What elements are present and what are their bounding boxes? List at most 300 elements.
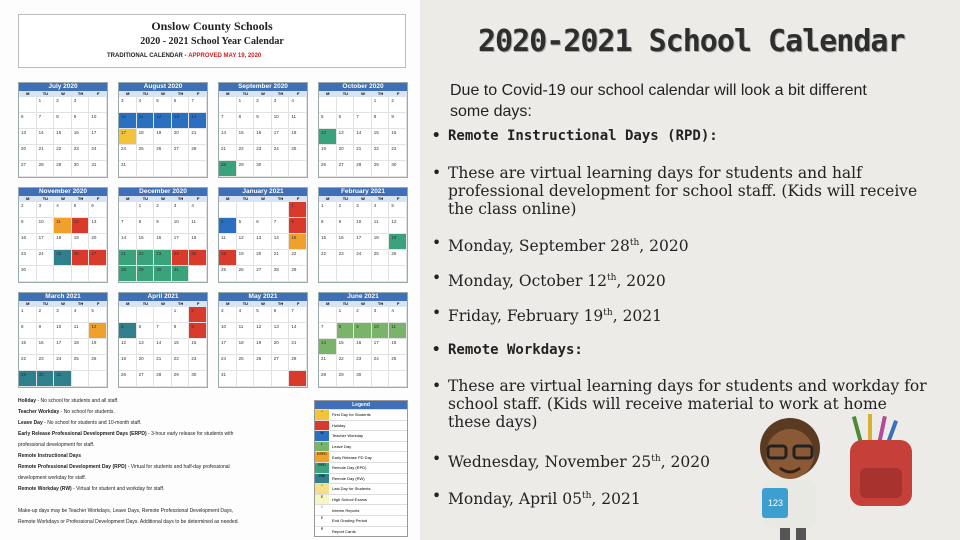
day-cell: 3 xyxy=(37,202,55,218)
legend-label: Remote Day (RPD) xyxy=(332,465,367,471)
day-cell: 2 xyxy=(154,202,172,218)
day-cell: 29 xyxy=(372,161,390,177)
day-cell: 19 xyxy=(89,339,107,355)
weekday-label: F xyxy=(396,91,400,96)
day-cell: 2 xyxy=(189,307,207,323)
weekday-label: F xyxy=(196,196,200,201)
day-cell: 1 xyxy=(19,307,37,323)
day-cell xyxy=(319,97,337,113)
day-cell: 11 xyxy=(54,218,72,234)
legend-note: Remote Workday (RW) - Virtual for student and workday for staff. xyxy=(18,486,165,492)
day-cell: 12 xyxy=(72,218,90,234)
day-cell: 8 xyxy=(289,218,307,234)
legend-label: Last Day for Students xyxy=(332,486,371,492)
day-cell: 13 xyxy=(272,323,290,339)
day-cell: 6 xyxy=(337,113,355,129)
bullet-text: Remote Instructional Days (RPD): xyxy=(448,128,718,144)
weekday-label: TH xyxy=(177,301,184,306)
legend-swatch: E xyxy=(315,495,329,505)
day-cell: 17 xyxy=(372,339,390,355)
day-cell: 4 xyxy=(137,97,155,113)
day-cell: 4 xyxy=(54,202,72,218)
day-cell: 14 xyxy=(319,339,337,355)
day-cell: 10 xyxy=(272,113,290,129)
day-cell: 2 xyxy=(19,202,37,218)
day-cell xyxy=(137,161,155,177)
day-grid xyxy=(319,307,407,387)
legend-label: First Day for Students xyxy=(332,412,371,418)
weekday-label: TH xyxy=(277,301,284,306)
weekday-label: W xyxy=(61,301,65,306)
day-cell: 30 xyxy=(254,161,272,177)
day-cell: 24 xyxy=(219,355,237,371)
day-cell: 13 xyxy=(19,129,37,145)
day-cell: 11 xyxy=(389,323,407,339)
weekday-label: TU xyxy=(42,301,49,306)
day-cell: 13 xyxy=(137,339,155,355)
day-cell: 25 xyxy=(372,250,390,266)
day-cell: 25 xyxy=(137,145,155,161)
month-name: August 2020 xyxy=(119,83,207,91)
day-cell: 28 xyxy=(272,266,290,282)
day-cell xyxy=(89,97,107,113)
day-cell: 29 xyxy=(337,371,355,387)
weekday-label: M xyxy=(126,91,130,96)
slide-title: 2020-2021 School Calendar xyxy=(478,24,905,59)
day-grid xyxy=(19,307,107,387)
day-cell: 19 xyxy=(237,250,255,266)
day-cell xyxy=(137,307,155,323)
weekday-label: TH xyxy=(177,196,184,201)
legend-swatch: RPD xyxy=(315,463,329,473)
day-cell: 9 xyxy=(19,218,37,234)
day-cell: 20 xyxy=(172,129,190,145)
legend-item xyxy=(315,515,407,526)
calendar-header xyxy=(18,14,406,68)
day-cell: 18 xyxy=(137,129,155,145)
weekday-label: M xyxy=(126,196,130,201)
day-cell: 28 xyxy=(319,371,337,387)
day-cell xyxy=(272,161,290,177)
day-cell: 27 xyxy=(172,145,190,161)
weekday-label: F xyxy=(296,91,300,96)
day-cell: 8 xyxy=(372,113,390,129)
bullet-dot-icon: • xyxy=(432,164,442,182)
day-cell: 12 xyxy=(89,323,107,339)
day-cell: 25 xyxy=(289,145,307,161)
bullet-text: These are virtual learning days for students and workday for school staff. (Kids will receive material to work at home these days) xyxy=(448,377,927,431)
bullet-text: Monday, October 12th, 2020 xyxy=(448,272,666,291)
day-cell: 2 xyxy=(254,97,272,113)
day-grid xyxy=(19,202,107,282)
day-cell: 11 xyxy=(189,218,207,234)
weekday-label: F xyxy=(96,91,100,96)
day-cell: 25 xyxy=(389,355,407,371)
calendar-approval: TRADITIONAL CALENDAR - APPROVED MAY 19, 2020 xyxy=(107,53,262,59)
day-cell: 26 xyxy=(389,250,407,266)
bullet-item xyxy=(432,487,912,508)
day-cell: 15 xyxy=(319,234,337,250)
day-cell: 16 xyxy=(72,129,90,145)
legend-note: Make-up days may be Teacher Workdays, Leave Days, Remote Professional Development Days, xyxy=(18,508,234,514)
day-cell: 9 xyxy=(154,218,172,234)
day-cell: 27 xyxy=(137,371,155,387)
day-cell: 9 xyxy=(354,323,372,339)
weekday-label: W xyxy=(261,91,265,96)
day-cell: 10 xyxy=(119,113,137,129)
day-cell: 4 xyxy=(189,202,207,218)
day-cell: 24 xyxy=(89,145,107,161)
day-cell: 5 xyxy=(319,113,337,129)
weekday-label: F xyxy=(396,196,400,201)
day-cell: 24 xyxy=(119,145,137,161)
day-cell: 17 xyxy=(119,129,137,145)
legend-item xyxy=(315,441,407,452)
weekday-label: TU xyxy=(242,301,249,306)
day-cell: 21 xyxy=(289,339,307,355)
day-cell: 26 xyxy=(254,355,272,371)
day-cell: 8 xyxy=(54,113,72,129)
weekday-label: M xyxy=(226,91,230,96)
day-cell: 10 xyxy=(219,323,237,339)
weekday-label: TU xyxy=(142,301,149,306)
day-cell: 2 xyxy=(389,97,407,113)
day-cell: 23 xyxy=(354,355,372,371)
bullet-text: Monday, April 05th, 2021 xyxy=(448,490,641,509)
legend-label: Report Cards xyxy=(332,528,356,534)
day-cell: 26 xyxy=(89,355,107,371)
bullet-dot-icon: • xyxy=(432,450,442,468)
day-grid xyxy=(119,97,207,177)
day-cell: 16 xyxy=(37,339,55,355)
weekday-label: TU xyxy=(242,91,249,96)
day-cell: 15 xyxy=(289,234,307,250)
day-cell xyxy=(37,266,55,282)
day-cell: 1 xyxy=(289,202,307,218)
day-cell: 16 xyxy=(19,234,37,250)
day-cell: 23 xyxy=(154,250,172,266)
day-grid xyxy=(19,97,107,177)
day-cell: 12 xyxy=(254,323,272,339)
day-cell xyxy=(254,202,272,218)
day-cell xyxy=(372,266,390,282)
day-cell: 13 xyxy=(254,234,272,250)
day-cell: 16 xyxy=(154,234,172,250)
weekday-label: W xyxy=(61,91,65,96)
day-cell: 12 xyxy=(154,113,172,129)
day-cell xyxy=(372,371,390,387)
day-cell: 21 xyxy=(37,145,55,161)
bullet-dot-icon: • xyxy=(432,342,441,358)
legend-label: Early Release PD Day xyxy=(332,454,372,460)
day-cell xyxy=(72,371,90,387)
day-cell: 28 xyxy=(219,161,237,177)
day-cell: 8 xyxy=(172,323,190,339)
day-cell: 12 xyxy=(389,218,407,234)
bullet-item xyxy=(432,234,912,255)
legend-note: professional development for staff. xyxy=(18,442,95,448)
day-cell: 31 xyxy=(89,161,107,177)
legend-label: Leave Day xyxy=(332,444,352,450)
day-cell: 12 xyxy=(319,129,337,145)
day-cell: 7 xyxy=(119,218,137,234)
day-cell: 9 xyxy=(337,218,355,234)
day-cell xyxy=(272,371,290,387)
day-cell: 15 xyxy=(54,129,72,145)
day-cell: 24 xyxy=(54,355,72,371)
day-cell: 28 xyxy=(37,161,55,177)
weekday-label: TH xyxy=(377,196,384,201)
day-cell: 22 xyxy=(237,145,255,161)
day-cell: 22 xyxy=(337,355,355,371)
day-cell: 10 xyxy=(54,323,72,339)
intro-text: Due to Covid-19 our school calendar will look a bit different some days: xyxy=(450,82,867,120)
day-cell: 20 xyxy=(19,145,37,161)
day-cell: 5 xyxy=(389,202,407,218)
day-cell: 17 xyxy=(354,234,372,250)
month-name: April 2021 xyxy=(119,293,207,301)
day-cell: 24 xyxy=(172,250,190,266)
day-cell: 27 xyxy=(254,266,272,282)
legend-swatch: ERPD xyxy=(315,452,329,462)
legend-swatch: * xyxy=(315,410,329,420)
day-cell xyxy=(172,161,190,177)
day-cell: 21 xyxy=(189,129,207,145)
weekday-label: TU xyxy=(342,91,349,96)
svg-text:123: 123 xyxy=(768,498,784,508)
weekday-label: TH xyxy=(377,301,384,306)
weekday-label: F xyxy=(96,301,100,306)
legend-note: Remote Workdays or Professional Development Days. Additional days to be determined as needed. xyxy=(18,519,239,525)
day-cell: 1 xyxy=(172,307,190,323)
day-cell: 18 xyxy=(72,339,90,355)
day-cell xyxy=(289,371,307,387)
day-cell xyxy=(219,202,237,218)
day-cell: 28 xyxy=(189,145,207,161)
day-cell: 23 xyxy=(37,355,55,371)
calendar-month xyxy=(18,187,108,283)
day-cell: 8 xyxy=(319,218,337,234)
weekday-label: M xyxy=(326,301,330,306)
day-cell: 16 xyxy=(254,129,272,145)
day-cell: 26 xyxy=(119,371,137,387)
day-cell: 13 xyxy=(337,129,355,145)
legend-label: End Grading Period xyxy=(332,518,368,524)
day-cell: 14 xyxy=(219,129,237,145)
day-cell: 24 xyxy=(272,145,290,161)
day-cell: 7 xyxy=(272,218,290,234)
weekday-label: F xyxy=(196,301,200,306)
day-cell: 25 xyxy=(72,355,90,371)
weekday-label: M xyxy=(126,301,130,306)
legend-item xyxy=(315,473,407,484)
day-cell: 29 xyxy=(19,371,37,387)
day-cell: 31 xyxy=(119,161,137,177)
day-cell: 21 xyxy=(154,355,172,371)
month-name: July 2020 xyxy=(19,83,107,91)
day-cell: 29 xyxy=(289,266,307,282)
day-cell: 30 xyxy=(189,371,207,387)
day-cell: 19 xyxy=(319,145,337,161)
day-cell: 17 xyxy=(219,339,237,355)
day-cell: 21 xyxy=(119,250,137,266)
day-cell: 22 xyxy=(372,145,390,161)
day-cell xyxy=(354,97,372,113)
calendar-month xyxy=(218,82,308,178)
day-cell: 10 xyxy=(354,218,372,234)
calendar-subtitle: 2020 - 2021 School Year Calendar xyxy=(140,36,284,47)
day-cell xyxy=(219,97,237,113)
legend-item xyxy=(315,451,407,462)
weekday-label: TH xyxy=(277,91,284,96)
day-cell xyxy=(89,371,107,387)
day-cell: 6 xyxy=(254,218,272,234)
day-cell: 20 xyxy=(272,339,290,355)
weekday-label: F xyxy=(296,301,300,306)
day-cell: 19 xyxy=(119,355,137,371)
day-cell: 3 xyxy=(354,202,372,218)
calendar-image xyxy=(0,0,420,540)
day-cell: 23 xyxy=(189,355,207,371)
month-name: November 2020 xyxy=(19,188,107,196)
day-cell: 4 xyxy=(289,97,307,113)
weekday-label: W xyxy=(361,91,365,96)
weekday-label: TU xyxy=(342,196,349,201)
day-cell: 27 xyxy=(337,161,355,177)
day-cell xyxy=(19,97,37,113)
day-cell xyxy=(289,161,307,177)
day-cell: 9 xyxy=(72,113,90,129)
day-cell: 7 xyxy=(37,113,55,129)
day-grid xyxy=(119,202,207,282)
student-illustration xyxy=(740,408,840,540)
legend-item xyxy=(315,462,407,473)
bullet-dot-icon: • xyxy=(432,234,442,252)
day-cell: 1 xyxy=(337,307,355,323)
day-cell: 5 xyxy=(89,307,107,323)
weekday-label: W xyxy=(161,196,165,201)
day-cell: 5 xyxy=(119,323,137,339)
weekday-label: TU xyxy=(342,301,349,306)
weekday-label: M xyxy=(26,196,30,201)
day-cell: 29 xyxy=(137,266,155,282)
day-cell: 22 xyxy=(172,355,190,371)
day-grid xyxy=(219,202,307,282)
bullet-dot-icon: • xyxy=(432,128,441,144)
legend-label: High School Exams xyxy=(332,497,367,503)
day-cell: 23 xyxy=(254,145,272,161)
day-cell: 24 xyxy=(372,355,390,371)
day-cell: 23 xyxy=(72,145,90,161)
day-grid xyxy=(319,202,407,282)
day-cell: 18 xyxy=(189,234,207,250)
weekday-label: M xyxy=(26,91,30,96)
calendar-month xyxy=(318,292,408,388)
legend-note: Teacher Workday - No school for students. xyxy=(18,409,115,415)
weekday-label: TU xyxy=(142,196,149,201)
bullet-text: These are virtual learning days for students and half professional development for school staff. (Kids will receive the class online) xyxy=(448,164,918,218)
bullet-dot-icon: • xyxy=(432,377,442,395)
day-cell: 17 xyxy=(272,129,290,145)
month-name: March 2021 xyxy=(19,293,107,301)
day-cell: 27 xyxy=(89,250,107,266)
bullet-text: Friday, February 19th, 2021 xyxy=(448,307,663,326)
day-cell: 10 xyxy=(172,218,190,234)
day-cell: 1 xyxy=(237,97,255,113)
weekday-label: TU xyxy=(42,196,49,201)
day-cell: 4 xyxy=(72,307,90,323)
legend-note xyxy=(18,495,314,506)
weekday-label: W xyxy=(161,91,165,96)
month-name: October 2020 xyxy=(319,83,407,91)
day-cell: 4 xyxy=(219,218,237,234)
day-cell: 7 xyxy=(154,323,172,339)
weekday-label: TH xyxy=(377,91,384,96)
day-cell xyxy=(354,266,372,282)
day-cell: 8 xyxy=(237,113,255,129)
day-grid xyxy=(319,97,407,177)
weekday-label: TH xyxy=(77,301,84,306)
day-cell: 18 xyxy=(389,339,407,355)
day-cell: 15 xyxy=(337,339,355,355)
day-cell: 15 xyxy=(237,129,255,145)
bullet-text: Wednesday, November 25th, 2020 xyxy=(448,453,710,472)
day-cell: 16 xyxy=(337,234,355,250)
day-cell: 23 xyxy=(19,250,37,266)
day-cell: 14 xyxy=(37,129,55,145)
calendar-month xyxy=(18,82,108,178)
day-cell: 26 xyxy=(237,266,255,282)
day-cell: 9 xyxy=(37,323,55,339)
day-cell: 3 xyxy=(119,97,137,113)
day-cell: 1 xyxy=(37,97,55,113)
day-cell: 2 xyxy=(337,202,355,218)
day-cell xyxy=(72,266,90,282)
day-cell: 18 xyxy=(54,234,72,250)
weekday-label: TH xyxy=(277,196,284,201)
legend-note: Holiday - No school for students and all staff. xyxy=(18,398,119,404)
calendar-month xyxy=(218,292,308,388)
day-cell xyxy=(237,371,255,387)
day-cell xyxy=(389,371,407,387)
day-cell: 31 xyxy=(219,371,237,387)
day-cell: 11 xyxy=(289,113,307,129)
bullet-dot-icon: • xyxy=(432,487,442,505)
day-cell: 19 xyxy=(389,234,407,250)
day-cell: 16 xyxy=(189,339,207,355)
day-cell: 23 xyxy=(337,250,355,266)
day-cell: 8 xyxy=(137,218,155,234)
day-cell: 3 xyxy=(72,97,90,113)
day-cell: 20 xyxy=(337,145,355,161)
day-cell: 26 xyxy=(319,161,337,177)
day-cell: 3 xyxy=(219,307,237,323)
bullet-item xyxy=(432,164,932,218)
day-cell: 31 xyxy=(172,266,190,282)
day-cell: 11 xyxy=(219,234,237,250)
day-cell: 4 xyxy=(372,202,390,218)
bullet-item xyxy=(432,304,912,325)
day-cell: 13 xyxy=(89,218,107,234)
day-cell xyxy=(272,202,290,218)
day-cell: 6 xyxy=(137,323,155,339)
day-cell: 15 xyxy=(137,234,155,250)
legend-swatch: RW xyxy=(315,474,329,484)
day-cell: 3 xyxy=(54,307,72,323)
day-cell: 26 xyxy=(154,145,172,161)
day-cell: 11 xyxy=(137,113,155,129)
day-cell: 9 xyxy=(254,113,272,129)
